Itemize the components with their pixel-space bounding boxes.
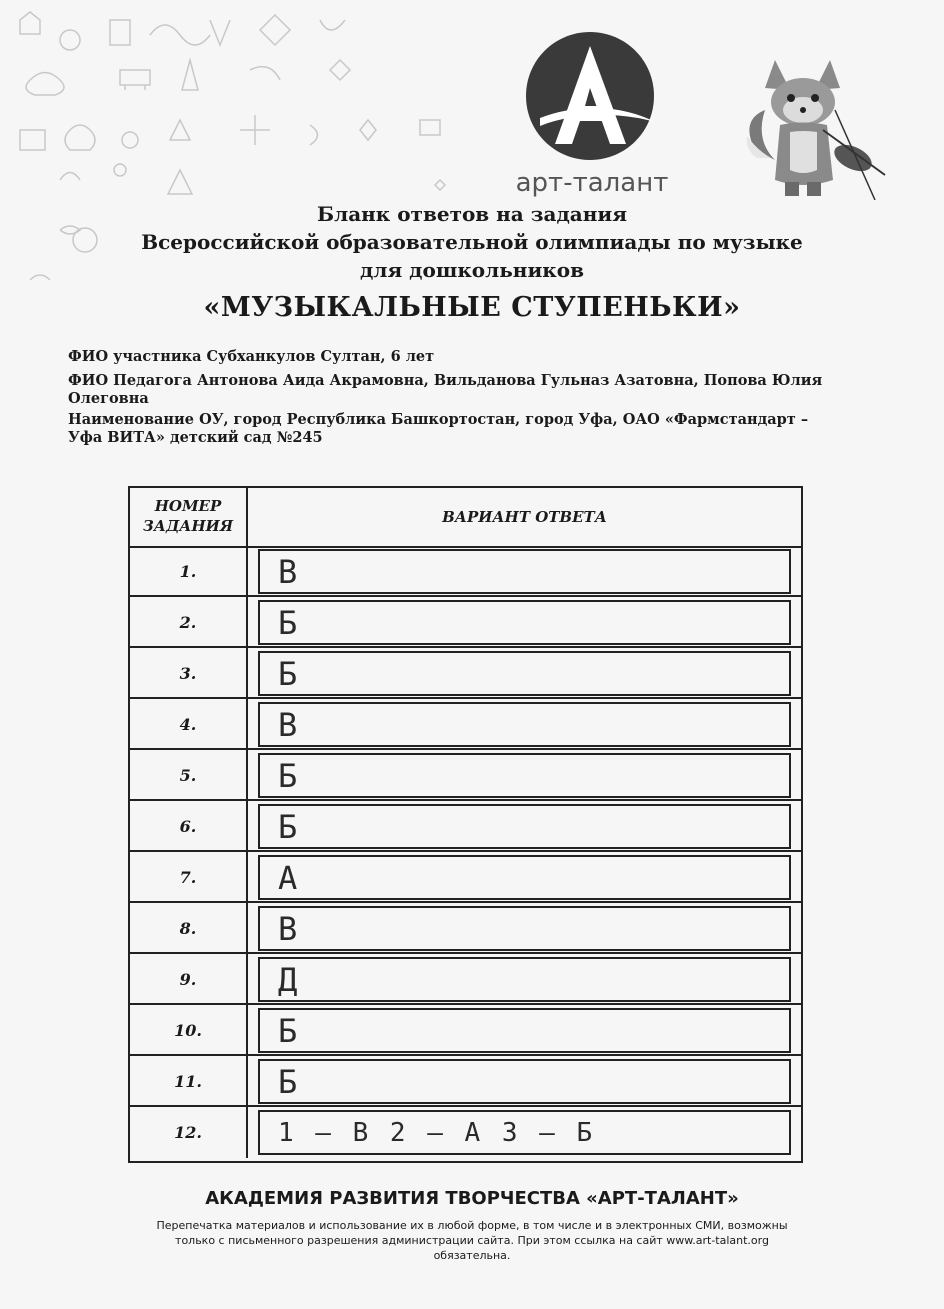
task-number: 11.	[130, 1056, 248, 1107]
answer-box: А	[258, 855, 791, 900]
participant-info: ФИО участника Субханкулов Султан, 6 лет	[68, 348, 435, 365]
task-number: 3.	[130, 648, 248, 699]
answer-box: Б	[258, 651, 791, 696]
sheet-title-line2: Всероссийской образовательной олимпиады по музыке	[141, 230, 803, 254]
table-header	[130, 488, 801, 548]
answer-box: Б	[258, 1059, 791, 1104]
table-row	[130, 648, 801, 699]
institution-info: Наименование ОУ, город Республика Башкортостан, город Уфа, ОАО «Фармстандарт – Уфа ВИТА» детский сад №245	[68, 411, 809, 446]
task-number: 6.	[130, 801, 248, 852]
answer-box: В	[258, 549, 791, 594]
table-row	[130, 546, 801, 597]
teacher-info: ФИО Педагога Антонова Аида Акрамовна, Вильданова Гульназ Азатовна, Попова Юлия Олеговна	[68, 372, 823, 407]
fox-violin-illustration	[735, 40, 895, 200]
task-number: 7.	[130, 852, 248, 903]
table-row	[130, 1056, 801, 1107]
brand-name: арт-талант	[515, 168, 669, 198]
task-number: 12.	[130, 1107, 248, 1158]
column-header-number: НОМЕР ЗАДАНИЯ	[130, 488, 248, 546]
task-number: 2.	[130, 597, 248, 648]
task-number: 4.	[130, 699, 248, 750]
table-row	[130, 699, 801, 750]
sheet-title-line3: для дошкольников	[360, 258, 584, 282]
answer-box: Д	[258, 957, 791, 1002]
table-row	[130, 903, 801, 954]
table-row	[130, 750, 801, 801]
task-number: 10.	[130, 1005, 248, 1056]
decorative-doodles	[0, 0, 500, 300]
column-header-answer: ВАРИАНТ ОТВЕТА	[442, 508, 607, 526]
table-row	[130, 1005, 801, 1056]
answer-box: В	[258, 702, 791, 747]
answer-box: 1 – В 2 – А 3 – Б	[258, 1110, 791, 1155]
art-talant-logo	[520, 26, 660, 186]
table-row	[130, 1107, 801, 1158]
answer-box: Б	[258, 1008, 791, 1053]
table-row	[130, 801, 801, 852]
task-number: 1.	[130, 546, 248, 597]
task-number: 9.	[130, 954, 248, 1005]
answer-box: Б	[258, 600, 791, 645]
footer-copyright-note: Перепечатка материалов и использование их в любой форме, в том числе и в электронных СМИ, возможны только с письменного разрешения администрации сайта. При этом ссылка на сайт www.art-talant.org обязательна.	[156, 1219, 788, 1262]
footer-title: АКАДЕМИЯ РАЗВИТИЯ ТВОРЧЕСТВА «АРТ-ТАЛАНТ»	[205, 1188, 739, 1209]
answer-box: В	[258, 906, 791, 951]
table-row	[130, 954, 801, 1005]
answer-box: Б	[258, 753, 791, 798]
sheet-title-line1: Бланк ответов на задания	[317, 202, 627, 226]
table-row	[130, 597, 801, 648]
table-row	[130, 852, 801, 903]
answers-table	[128, 486, 803, 1163]
task-number: 5.	[130, 750, 248, 801]
answer-box: Б	[258, 804, 791, 849]
olympiad-name: «МУЗЫКАЛЬНЫЕ СТУПЕНЬКИ»	[203, 292, 741, 323]
task-number: 8.	[130, 903, 248, 954]
